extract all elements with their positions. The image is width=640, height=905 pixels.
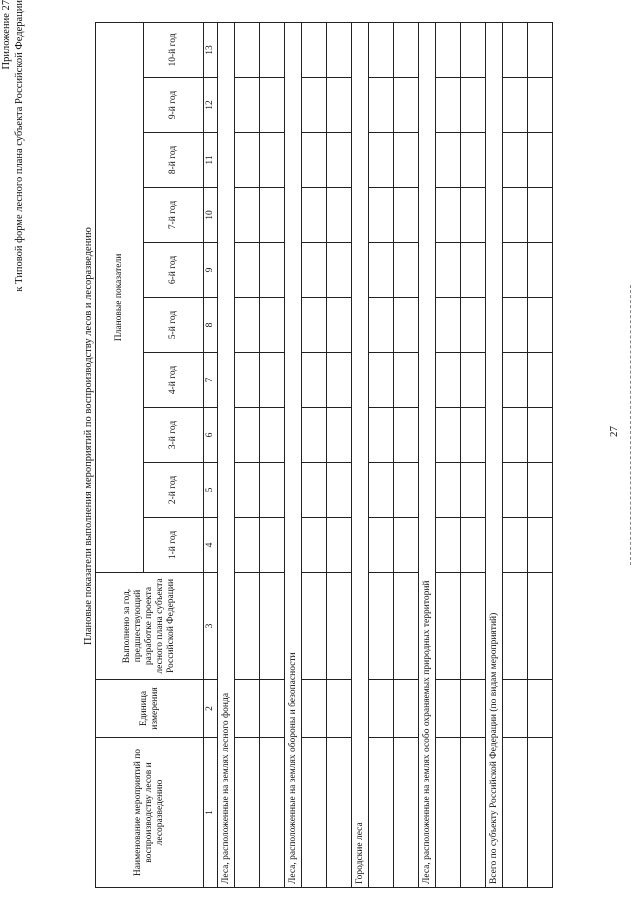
column-number: 8	[204, 298, 218, 353]
header-year: 1-й год	[144, 518, 204, 573]
table-row	[503, 22, 528, 887]
column-number: 1	[204, 738, 218, 888]
table-row	[461, 22, 486, 887]
table-row	[436, 22, 461, 887]
header-year: 4-й год	[144, 353, 204, 408]
table-row	[260, 22, 285, 887]
header-year: 5-й год	[144, 298, 204, 353]
header-year: 9-й год	[144, 78, 204, 133]
table-row	[528, 22, 553, 887]
page-number: 27	[608, 426, 620, 437]
column-number: 10	[204, 188, 218, 243]
section-title: Леса, расположенные на землях особо охраняемых природных территорий	[419, 22, 436, 887]
column-number: 7	[204, 353, 218, 408]
header-year: 7-й год	[144, 188, 204, 243]
scan-artifact-line	[630, 285, 632, 565]
column-number: 5	[204, 463, 218, 518]
header-year: 8-й год	[144, 133, 204, 188]
appendix-line-2: к Типовой форме лесного плана субъекта Российской Федерации	[14, 0, 25, 292]
section-title: Городские леса	[352, 22, 369, 887]
header-activity-name: Наименование мероприятий по воспроизводству лесов и лесоразведению	[96, 738, 204, 888]
appendix-note	[0, 0, 26, 560]
table-title: Плановые показатели выполнения мероприятий по воспроизводству лесов и лесоразведению	[83, 227, 94, 645]
header-year: 3-й год	[144, 408, 204, 463]
table-row	[235, 22, 260, 887]
column-number: 9	[204, 243, 218, 298]
column-number: 11	[204, 133, 218, 188]
table-row	[369, 22, 394, 887]
header-completed-previous-year: Выполнено за год, предшествующий разработке проекта лесного плана субъекта Российской Федерации	[96, 573, 204, 680]
column-number: 13	[204, 22, 218, 77]
appendix-line-1: Приложение 27	[1, 0, 12, 70]
section-title: Леса, расположенные на землях лесного фонда	[218, 22, 235, 887]
table-row	[394, 22, 419, 887]
column-number: 3	[204, 573, 218, 680]
column-number: 4	[204, 518, 218, 573]
column-number: 2	[204, 680, 218, 738]
table-row	[327, 22, 352, 887]
header-year: 2-й год	[144, 463, 204, 518]
column-number: 12	[204, 78, 218, 133]
table-row	[302, 22, 327, 887]
plan-table	[95, 22, 553, 888]
section-title: Всего по субъекту Российской Федерации (по видам мероприятий)	[486, 22, 503, 887]
section-title: Леса, расположенные на землях обороны и безопасности	[285, 22, 302, 887]
header-plan-indicators: Плановые показатели	[96, 22, 144, 572]
header-year: 10-й год	[144, 22, 204, 77]
header-year: 6-й год	[144, 243, 204, 298]
header-unit: Единица измерения	[96, 680, 204, 738]
column-number: 6	[204, 408, 218, 463]
